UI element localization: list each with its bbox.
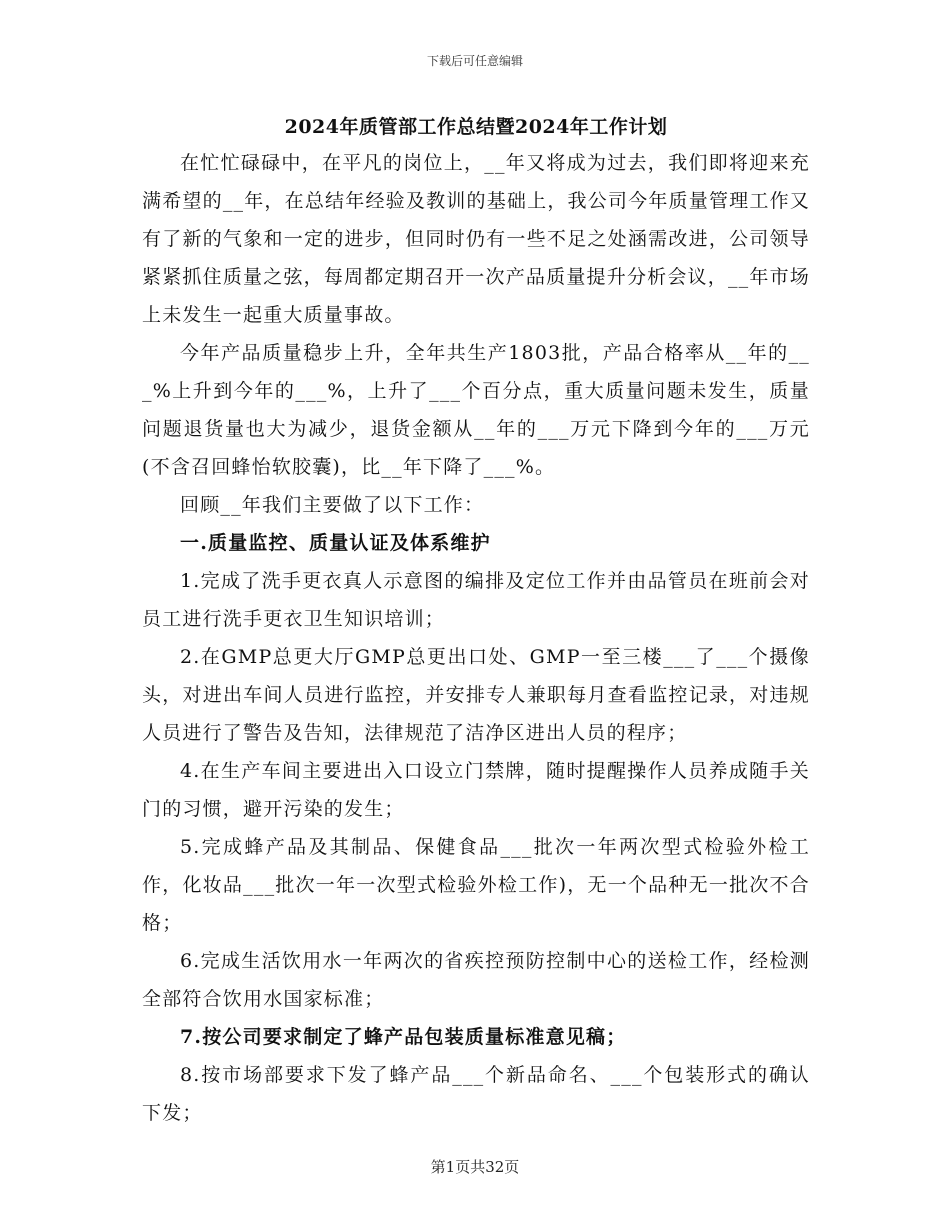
body-paragraph: 5.完成蜂产品及其制品、保健食品___批次一年两次型式检验外检工作，化妆品___批次一年一次型式检验外检工作)，无一个品种无一批次不合格； bbox=[142, 836, 810, 934]
document-body bbox=[142, 110, 810, 1132]
body-paragraph: 回顾__年我们主要做了以下工作： bbox=[180, 494, 485, 516]
body-paragraph: 6.完成生活饮用水一年两次的省疾控预防控制中心的送检工作，经检测全部符合饮用水国家标准； bbox=[142, 950, 810, 1010]
body-paragraph: 2.在GMP总更大厅GMP总更出口处、GMP一至三楼___了___个摄像头，对进出车间人员进行监控，并安排专人兼职每月查看监控记录，对违规人员进行了警告及告知，法律规范了洁净区进出人员的程序； bbox=[142, 646, 810, 744]
document-title: 2024年质管部工作总结暨2024年工作计划 bbox=[284, 116, 668, 138]
body-paragraph: 今年产品质量稳步上升，全年共生产1803批，产品合格率从__年的___%上升到今年的___%，上升了___个百分点，重大质量问题未发生，质量问题退货量也大为减少，退货金额从__年的___万元下降到今年的___万元(不含召回蜂怡软胶囊)，比__年下降了___%。 bbox=[142, 342, 810, 478]
body-paragraph: 在忙忙碌碌中，在平凡的岗位上，__年又将成为过去，我们即将迎来充满希望的__年，在总结年经验及教训的基础上，我公司今年质量管理工作又有了新的气象和一定的进步，但同时仍有一些不足之处涵需改进，公司领导紧紧抓住质量之弦，每周都定期召开一次产品质量提升分析会议，__年市场上未发生一起重大质量事故。 bbox=[142, 152, 810, 326]
paragraph-list bbox=[142, 144, 810, 1132]
page-header-note: 下载后可任意编辑 bbox=[426, 54, 523, 68]
section-heading: 7.按公司要求制定了蜂产品包装质量标准意见稿； bbox=[180, 1026, 627, 1048]
body-paragraph: 8.按市场部要求下发了蜂产品___个新品命名、___个包装形式的确认下发； bbox=[142, 1064, 810, 1124]
body-paragraph: 4.在生产车间主要进出入口设立门禁牌，随时提醒操作人员养成随手关门的习惯，避开污染的发生； bbox=[142, 760, 810, 820]
page-number-footer: 第1页共32页 bbox=[430, 1158, 520, 1176]
body-paragraph: 1.完成了洗手更衣真人示意图的编排及定位工作并由品管员在班前会对员工进行洗手更衣卫生知识培训； bbox=[142, 570, 810, 630]
section-heading: 一.质量监控、质量认证及体系维护 bbox=[180, 532, 491, 554]
